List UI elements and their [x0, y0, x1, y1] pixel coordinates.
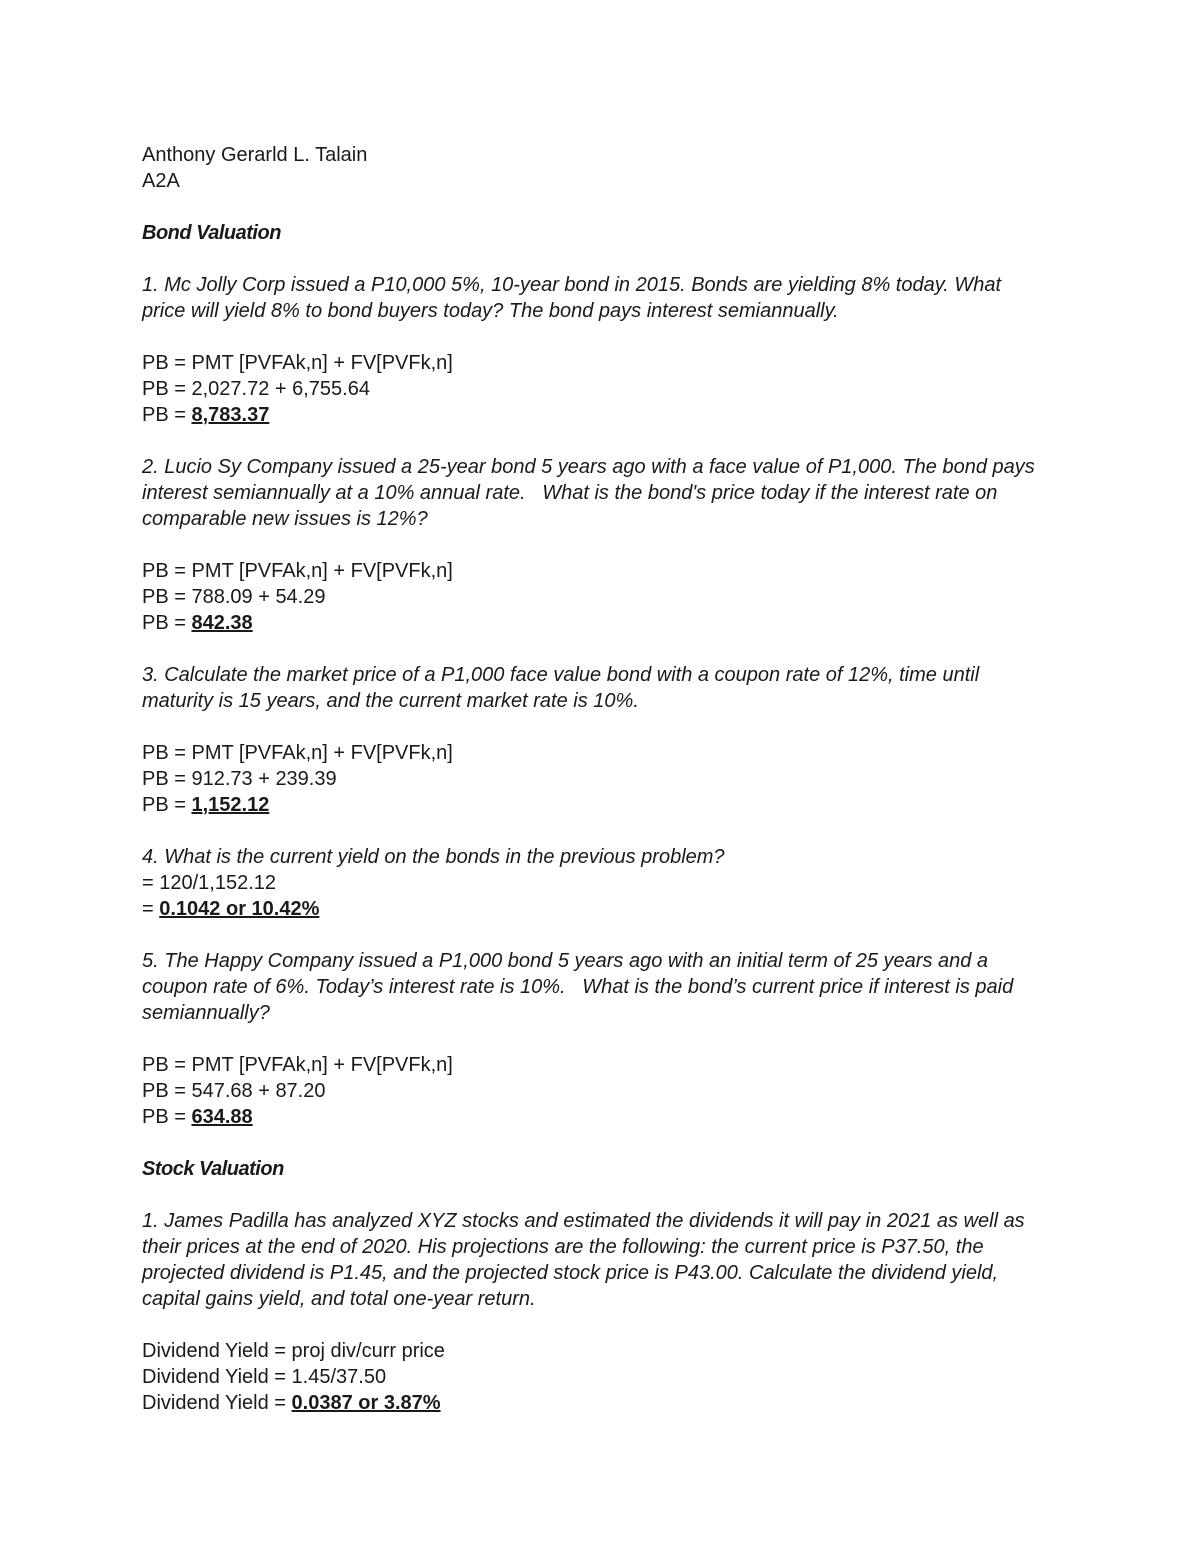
result-prefix: PB =: [142, 404, 192, 426]
bond-q1-step: PB = 2,027.72 + 6,755.64: [142, 378, 370, 400]
bond-q3-formula: PB = PMT [PVFAk,n] + FV[PVFk,n]: [142, 742, 453, 764]
bond-q3-text-line: maturity is 15 years, and the current market rate is 10%.: [142, 690, 639, 712]
bond-q3-step: PB = 912.73 + 239.39: [142, 768, 337, 790]
stock-q1-text-line: projected dividend is P1.45, and the projected stock price is P43.00. Calculate the dividend yield,: [142, 1262, 999, 1284]
bond-q1-formula: PB = PMT [PVFAk,n] + FV[PVFk,n]: [142, 352, 453, 374]
bond-q2-formula: PB = PMT [PVFAk,n] + FV[PVFk,n]: [142, 560, 453, 582]
stock-q1-text-line: 1. James Padilla has analyzed XYZ stocks and estimated the dividends it will pay in 2021 as well as: [142, 1210, 1025, 1232]
bond-q3-answer: 1,152.12: [191, 794, 270, 816]
bond-q2-answer: 842.38: [191, 612, 253, 634]
class-section: A2A: [142, 170, 180, 192]
bond-q4-result-line: [142, 896, 1072, 922]
bond-q1-answer: 8,783.37: [191, 404, 270, 426]
bond-q3-text-line: 3. Calculate the market price of a P1,000 face value bond with a coupon rate of 12%, time until: [142, 664, 980, 686]
bond-q2-text-line: interest semiannually at a 10% annual rate. What is the bond's price today if the interest rate on: [142, 482, 998, 504]
bond-q3-result-line: [142, 792, 1072, 818]
result-prefix: =: [142, 898, 160, 920]
bond-q4-answer: 0.1042 or 10.42%: [159, 898, 320, 920]
bond-q4-step: = 120/1,152.12: [142, 872, 277, 894]
stock-q1-step: Dividend Yield = 1.45/37.50: [142, 1366, 387, 1388]
document-page: [142, 142, 1072, 1416]
stock-q1-result-line: [142, 1390, 1072, 1416]
stock-valuation-heading: Stock Valuation: [142, 1158, 284, 1180]
bond-q2-result-line: [142, 610, 1072, 636]
bond-q1-result-line: [142, 402, 1072, 428]
bond-q1-text-line: 1. Mc Jolly Corp issued a P10,000 5%, 10-year bond in 2015. Bonds are yielding 8% today. What: [142, 274, 1002, 296]
bond-valuation-heading: Bond Valuation: [142, 222, 281, 244]
bond-q2-text-line: 2. Lucio Sy Company issued a 25-year bond 5 years ago with a face value of P1,000. The bond pays: [142, 456, 1035, 478]
result-prefix: PB =: [142, 1106, 192, 1128]
bond-q4-text-line: 4. What is the current yield on the bonds in the previous problem?: [142, 846, 725, 868]
bond-q5-text-line: semiannually?: [142, 1002, 270, 1024]
bond-q1-text-line: price will yield 8% to bond buyers today? The bond pays interest semiannually.: [142, 300, 839, 322]
bond-q5-formula: PB = PMT [PVFAk,n] + FV[PVFk,n]: [142, 1054, 453, 1076]
bond-q5-step: PB = 547.68 + 87.20: [142, 1080, 326, 1102]
stock-q1-text-line: their prices at the end of 2020. His projections are the following: the current price is P37.50, the: [142, 1236, 984, 1258]
stock-q1-text-line: capital gains yield, and total one-year return.: [142, 1288, 536, 1310]
bond-q5-text-line: 5. The Happy Company issued a P1,000 bond 5 years ago with an initial term of 25 years and a: [142, 950, 989, 972]
bond-q5-text-line: coupon rate of 6%. Today’s interest rate is 10%. What is the bond’s current price if interest is paid: [142, 976, 1014, 998]
bond-q2-step: PB = 788.09 + 54.29: [142, 586, 326, 608]
result-prefix: PB =: [142, 794, 192, 816]
result-prefix: Dividend Yield =: [142, 1392, 292, 1414]
bond-q2-text-line: comparable new issues is 12%?: [142, 508, 428, 530]
stock-q1-answer: 0.0387 or 3.87%: [291, 1392, 441, 1414]
bond-q5-answer: 634.88: [191, 1106, 253, 1128]
bond-q5-result-line: [142, 1104, 1072, 1130]
result-prefix: PB =: [142, 612, 192, 634]
author-name: Anthony Gerarld L. Talain: [142, 144, 368, 166]
stock-q1-formula: Dividend Yield = proj div/curr price: [142, 1340, 445, 1362]
